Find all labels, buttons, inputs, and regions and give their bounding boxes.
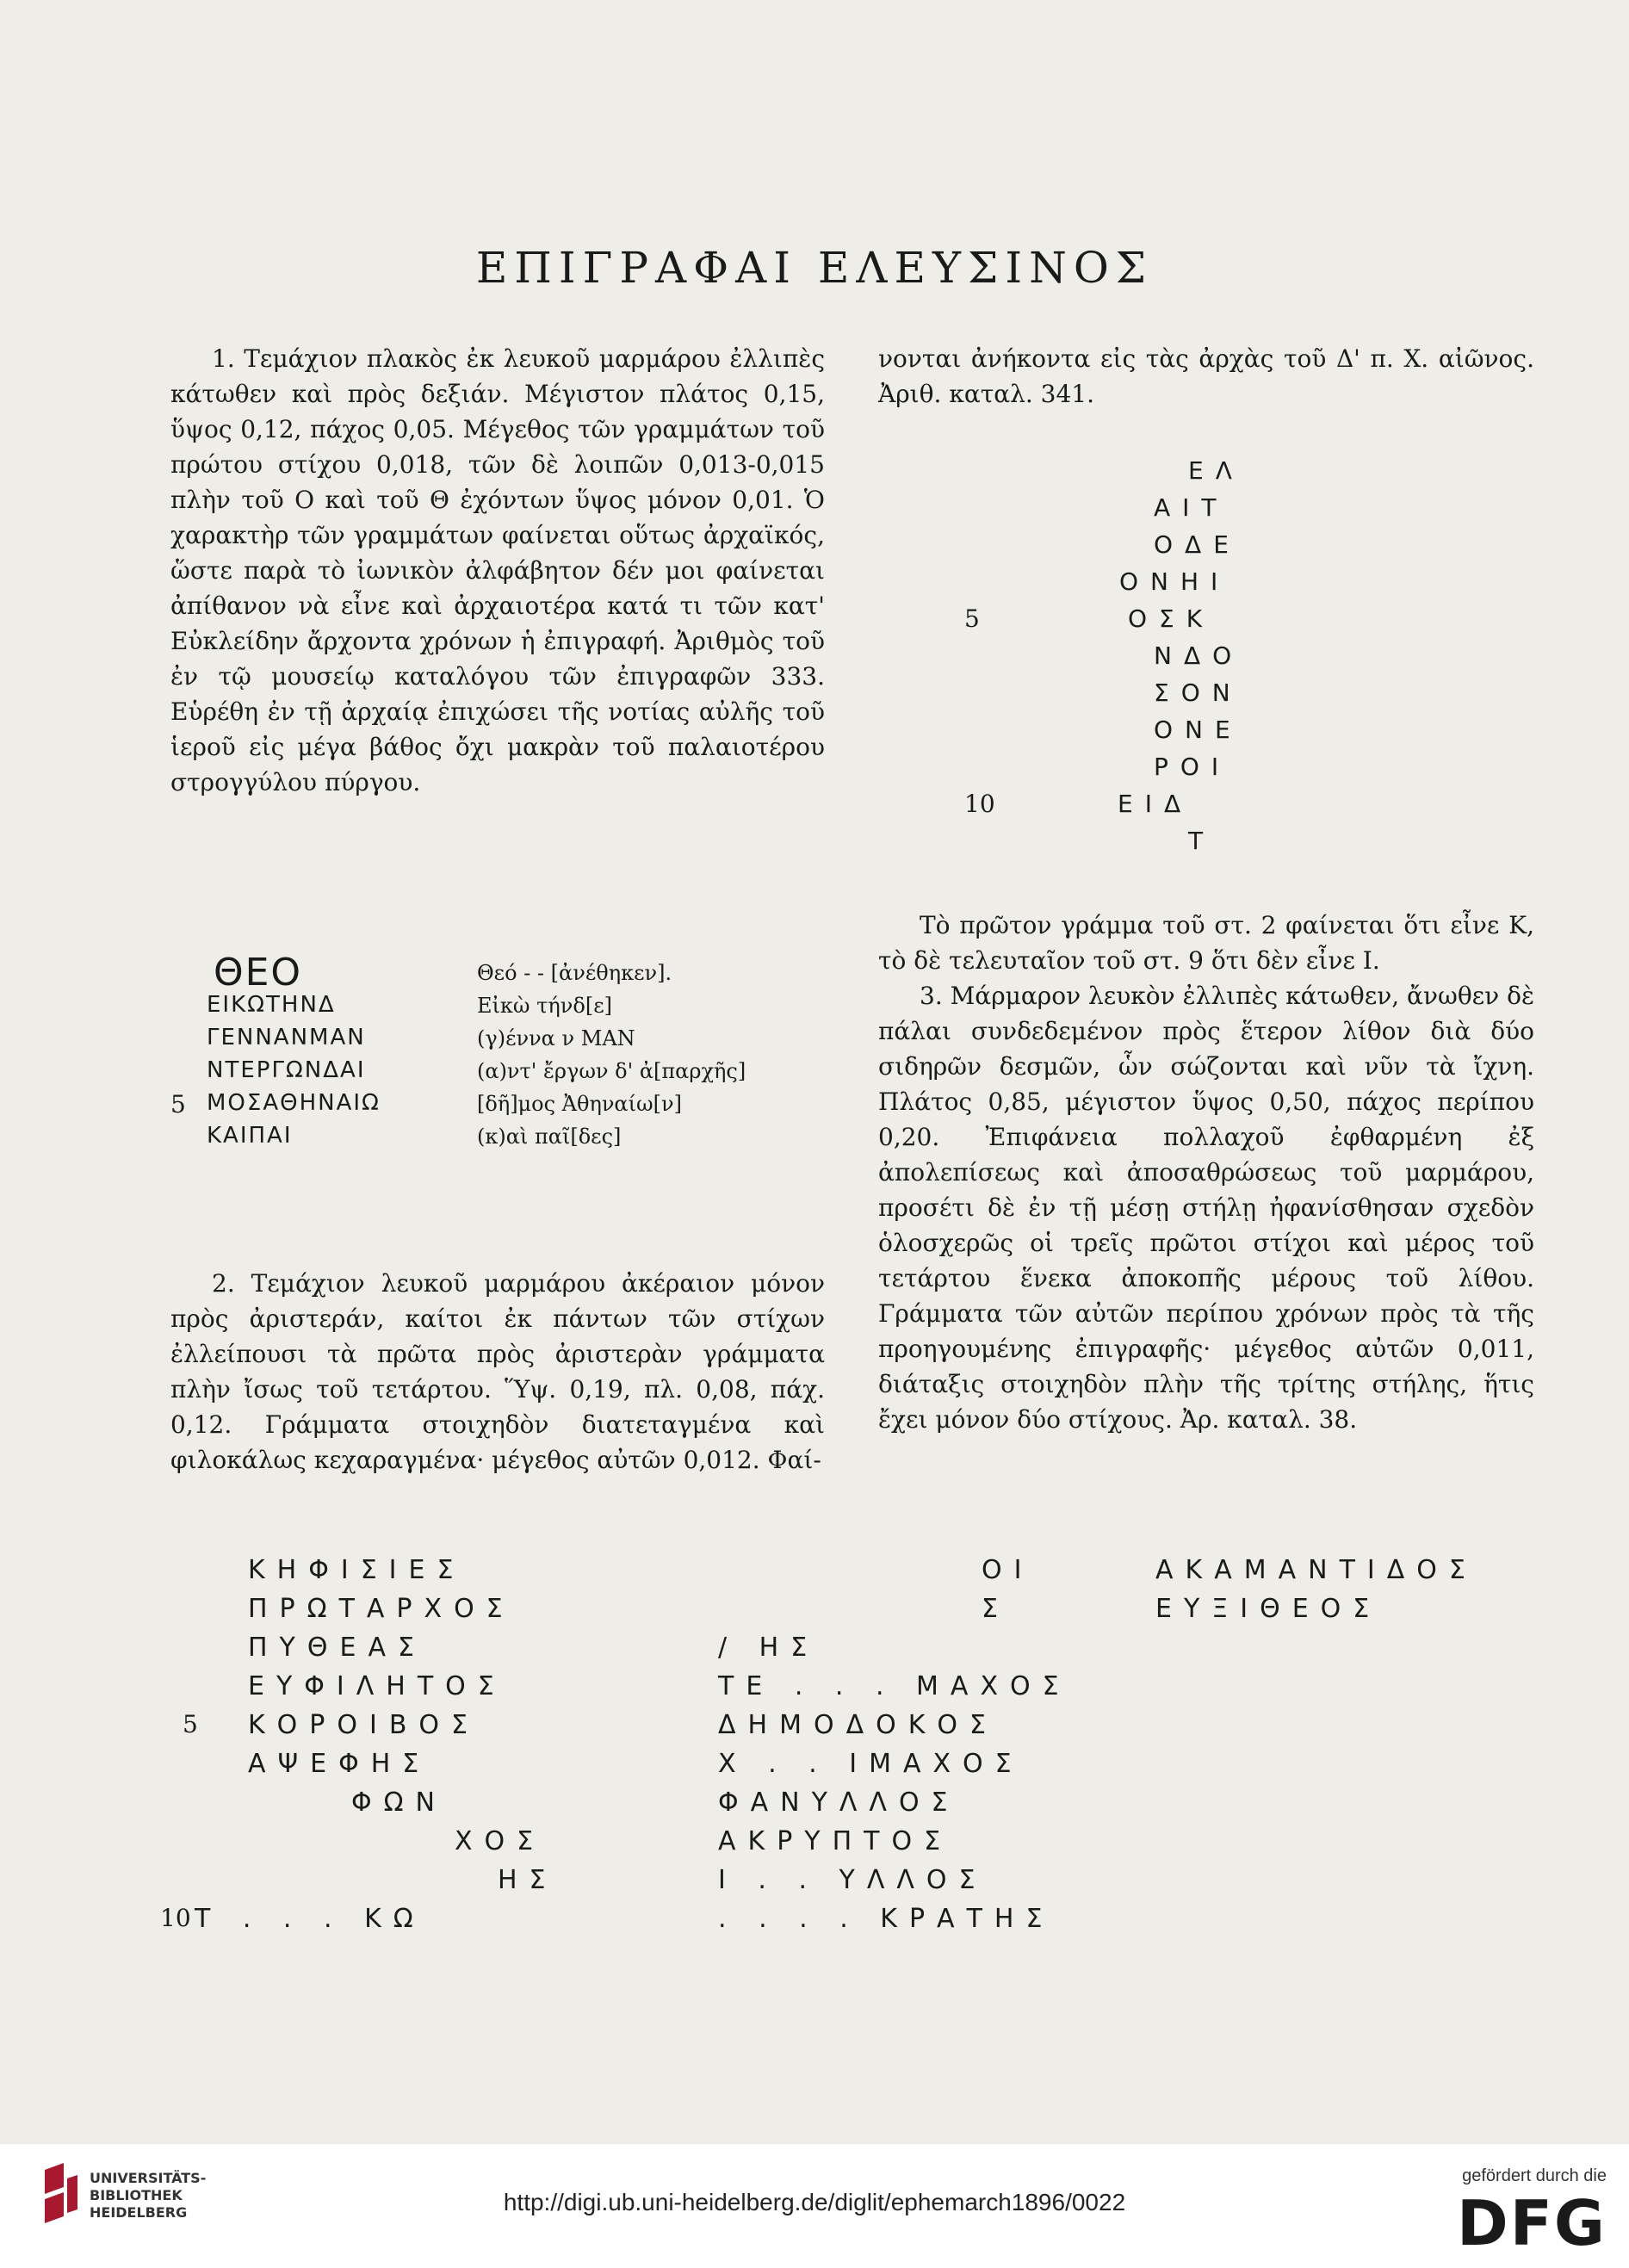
inscription-transcription-line: (α)ντ' ἔργων δ' ἀ[παρχῆς] (477, 1059, 746, 1083)
inscription-letter-row: ΕΙΔ (1118, 790, 1193, 818)
inscription-letter-row: ΟΝΗΙ (1119, 567, 1230, 596)
inscription-letter-row: Τ (1188, 827, 1216, 855)
inscription-col2-row: / ΗΣ (718, 1633, 820, 1663)
inscription-col3-row: ΑΚΑΜΑΝΤΙΔΟΣ (1155, 1555, 1477, 1585)
inscription-greek-line: ΘΕΟ (214, 951, 303, 995)
inscription-col2-row: ΤΕ . . . ΜΑΧΟΣ (718, 1671, 1071, 1701)
paragraph-3: 3. Μάρμαρον λευκὸν ἐλλιπὲς κάτωθεν, ἄνωθεν δὲ πάλαι συνδεδεμένον πρὸς ἕτερον λίθον διὰ δύο σιδηρῶν δεσμῶν, ὧν σώζονται καὶ νῦν τὰ ἴχνη. Πλάτος 0,85, μέγιστον ὕψος 0,50, πάχος περίπου 0,20. Ἐπιφάνεια πολλαχοῦ ἐφθαρμένη ἐξ ἀπολεπίσεως καὶ ἀποσαθρώσεως τοῦ μαρμάρου, προσέτι δὲ ἐν τῇ μέσῃ στήλῃ ἠφανίσθησαν σχεδὸν ὁλοσχερῶς οἱ τρεῖς πρῶτοι στίχοι καὶ μέρος τοῦ τετάρτου ἕνεκα ἀποκοπῆς μέρους τοῦ λίθου. Γράμματα τῶν αὐτῶν περίπου χρόνων πρὸς τὰ τῆς προηγουμένης ἐπιγραφῆς· μέγεθος αὐτῶν 0,011, διάταξις στοιχηδὸν πλὴν τῆς τρίτης στήλης, ἥτις ἔχει μόνον δύο στίχους. Ἀρ. καταλ. 38. (878, 982, 1534, 1434)
inscription-greek-line: ΜΟΣΑΘΗΝΑΙΩ (207, 1090, 381, 1116)
line-number: 5 (183, 1710, 198, 1738)
inscription-2 (964, 456, 1291, 870)
inscription-col2-row: . . . . ΚΡΑΤΗΣ (718, 1904, 1055, 1934)
inscription-1 (170, 951, 825, 1200)
left-text-column (170, 341, 825, 800)
inscription-letter-row: ΟΝΕ (1154, 716, 1242, 744)
inscription-col1-row: ΚΟΡΟΙΒΟΣ (248, 1710, 480, 1740)
inscription-col2-row: ΦΑΝΥΛΛΟΣ (718, 1788, 960, 1818)
inscription-letter-row: ΑΙΤ (1154, 493, 1229, 522)
inscription-col1-row: ΕΥΦΙΛΗΤΟΣ (248, 1671, 506, 1701)
inscription-col1-row: ΦΩΝ (351, 1788, 447, 1818)
page-title: ΕΠΙΓΡΑΦΑΙ ΕΛΕΥΣΙΝΟΣ (475, 243, 1154, 293)
inscription-col1-row: ΑΨΕΦΗΣ (248, 1749, 431, 1779)
footer-bar (0, 2144, 1629, 2268)
inscription-3 (160, 1555, 1477, 1960)
inscription-letter-row: ΝΔΟ (1154, 641, 1244, 670)
inscription-letter-row: ΣΟΝ (1154, 679, 1242, 707)
line-number: 5 (170, 1090, 186, 1119)
inscription-col1-row: ΠΥΘΕΑΣ (248, 1633, 426, 1663)
inscription-transcription-line: Θεό - - [ἀνέθηκεν]. (477, 961, 672, 985)
inscription-transcription-line: (γ)έννα ν ΜΑΝ (477, 1026, 635, 1050)
line-number: 10 (964, 790, 995, 818)
inscription-letter-row: ΟΔΕ (1154, 530, 1241, 559)
inscription-col1-row: ΧΟΣ (455, 1826, 546, 1856)
left-text-column-lower (170, 1266, 825, 1478)
inscription-col2-row: ΑΚΡΥΠΤΟΣ (718, 1826, 953, 1856)
dfg-logo: DFG (1456, 2187, 1607, 2259)
inscription-col3-row: ΕΥΞΙΘΕΟΣ (1155, 1594, 1382, 1624)
inscription-transcription-line: (κ)αὶ παῖ[δες] (477, 1125, 622, 1149)
inscription-greek-line: ΚΑΙΠΑΙ (207, 1123, 293, 1149)
line-number: 10 (160, 1904, 191, 1932)
inscription-greek-line: ΕΙΚΩΤΗΝΔ (207, 992, 336, 1018)
inscription-col1-row: Τ . . . ΚΩ (195, 1904, 425, 1934)
paragraph-2: 2. Τεμάχιον λευκοῦ μαρμάρου ἀκέραιον μόνον πρὸς ἀριστεράν, καίτοι ἐκ πάντων τῶν στίχων ἐλλείπουσι τὰ πρῶτα πρὸς ἀριστερὰν γράμματα πλὴν ἴσως τοῦ τετάρτου. Ὕψ. 0,19, πλ. 0,08, πάχ. 0,12. Γράμματα στοιχηδὸν διατεταγμένα καὶ φιλοκάλως κεχαραγμένα· μέγεθος αὐτῶν 0,012. Φαί- (170, 1269, 825, 1474)
paragraph-continuation: νονται ἀνήκοντα εἰς τὰς ἀρχὰς τοῦ Δ' π. Χ. αἰῶνος. Ἀριθ. καταλ. 341. (878, 344, 1534, 408)
line-number: 5 (964, 604, 980, 633)
paragraph-1: 1. Τεμάχιον πλακὸς ἐκ λευκοῦ μαρμάρου ἐλλιπὲς κάτωθεν καὶ πρὸς δεξιάν. Μέγιστον πλάτος 0,15, ὕψος 0,12, πάχος 0,05. Μέγεθος τῶν γραμμάτων τοῦ πρώτου στίχου 0,018, τῶν δὲ λοιπῶν 0,013-0,015 πλὴν τοῦ Ο καὶ τοῦ Θ ἐχόντων ὕψος μόνον 0,01. Ὁ χαρακτὴρ τῶν γραμμάτων φαίνεται οὕτως ἀρχαϊκός, ὥστε παρὰ τὸ ἰωνικὸν ἀλφάβητον δέν μοι φαίνεται ἀπίθανον νὰ εἶνε καὶ ἀρχαιοτέρα κατά τι τῶν κατ' Εὐκλείδην ἄρχοντα χρόνων ἡ ἐπιγραφή. Ἀριθμὸς τοῦ ἐν τῷ μουσείῳ καταλόγου τῶν ἐπιγραφῶν 333. Εὑρέθη ἐν τῇ ἀρχαίᾳ ἐπιχώσει τῆς νοτίας αὐλῆς τοῦ ἱεροῦ εἰς μέγα βάθος ὄχι μακρὰν τοῦ παλαιοτέρου στρογγύλου πύργου. (170, 344, 825, 796)
inscription-transcription-line: Εἰκὼ τήνδ[ε] (477, 994, 612, 1018)
inscription-letter-row: ΡΟΙ (1154, 753, 1231, 781)
source-url[interactable]: http://digi.ub.uni-heidelberg.de/diglit/ephemarch1896/0022 (503, 2189, 1126, 2215)
inscription-col1-row: ΠΡΩΤΑΡΧΟΣ (248, 1594, 515, 1624)
inscription-col2-row: Σ (982, 1594, 1010, 1624)
inscription-col2-row: ΔΗΜΟΔΟΚΟΣ (718, 1710, 998, 1740)
inscription-transcription-line: [δῆ]μος Ἀθηναίω[ν] (477, 1092, 682, 1116)
inscription-greek-line: ΓΕΝΝΑΝΜΑΝ (207, 1025, 366, 1050)
inscription-letter-row: ΟΣΚ (1128, 604, 1215, 633)
inscription-letter-row: ΕΛ (1188, 456, 1244, 485)
right-text-column (878, 341, 1534, 412)
inscription-col1-row: ΚΗΦΙΣΙΕΣ (248, 1555, 466, 1585)
right-text-column-lower (878, 908, 1534, 1437)
inscription-col2-row: Ι . . ΥΛΛΟΣ (718, 1865, 988, 1895)
inscription-greek-line: ΝΤΕΡΓΩΝΔΑΙ (207, 1057, 366, 1083)
inscription-col2-row: Χ . . ΙΜΑΧΟΣ (718, 1749, 1024, 1779)
funding-caption: gefördert durch die (1462, 2166, 1607, 2185)
inscription-col1-row: ΗΣ (498, 1865, 558, 1895)
paragraph-note: Τὸ πρῶτον γράμμα τοῦ στ. 2 φαίνεται ὅτι εἶνε Κ, τὸ δὲ τελευταῖον τοῦ στ. 9 ὅτι δὲν εἶνε Ι. (878, 911, 1534, 975)
library-name: UNIVERSITÄTS- BIBLIOTHEK HEIDELBERG (90, 2170, 207, 2221)
inscription-col2-row: ΟΙ (982, 1555, 1034, 1585)
